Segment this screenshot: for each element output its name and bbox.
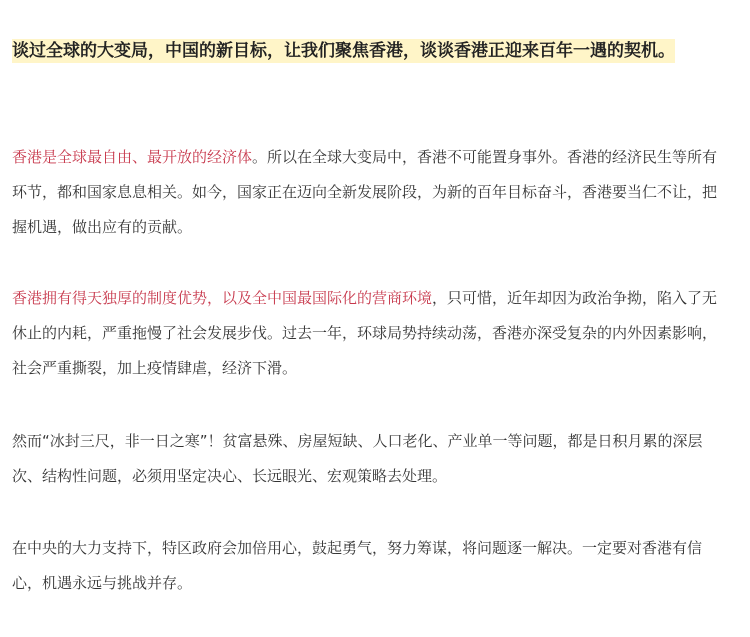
paragraph-1 [12,140,726,245]
paragraph-1-highlight: 香港是全球最自由、最开放的经济体 [12,148,253,166]
paragraph-3: 然而“冰封三尺，非一日之寒”！贫富悬殊、房屋短缺、人口老化、产业单一等问题，都是日积月累的深层次、结构性问题，必须用坚定决心、长远眼光、宏观策略去处理。 [12,432,703,485]
article-heading [12,34,722,68]
heading-highlight: 谈过全球的大变局，中国的新目标，让我们聚焦香港，谈谈香港正迎来百年一遇的契机。 [12,41,675,61]
paragraph-2-highlight: 香港拥有得天独厚的制度优势，以及全中国最国际化的营商环境 [12,289,433,307]
paragraph-2 [12,281,726,386]
paragraph-4: 在中央的大力支持下，特区政府会加倍用心，鼓起勇气，努力筹谋，将问题逐一解决。一定要对香港有信心，机遇永远与挑战并存。 [12,539,703,592]
paragraph-2-text: ，只可惜，近年却因为政治争拗，陷入了无休止的内耗，严重拖慢了社会发展步伐。过去一年，环球局势持续动荡，香港亦深受复杂的内外因素影响，社会严重撕裂，加上疫情肆虐，经济下滑。 [12,289,718,377]
paragraph-1-text: 。所以在全球大变局中，香港不可能置身事外。香港的经济民生等所有环节，都和国家息息相关。如今，国家正在迈向全新发展阶段，为新的百年目标奋斗，香港要当仁不让，把握机遇，做出应有的贡献。 [12,148,718,236]
